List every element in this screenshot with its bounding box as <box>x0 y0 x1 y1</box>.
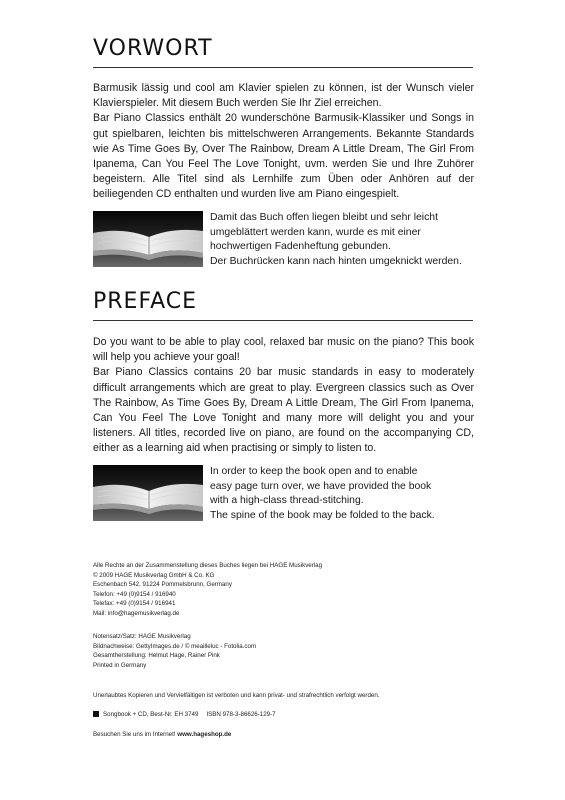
copy-warning-text: Unerlaubtes Kopieren und Vervielfältigen ist verboten und kann privat- und strafrechtlich verfolgt werden. <box>93 692 380 699</box>
preface-binding-note <box>210 465 480 523</box>
order-number: Songbook + CD, Best-Nr. EH 3749 <box>103 711 199 718</box>
imprint-line: Notensatz/Satz: HAGE Musikverlag <box>93 633 191 640</box>
imprint-line: Mail: info@hagemusikverlag.de <box>93 609 180 617</box>
vorwort-binding-note <box>210 211 480 269</box>
publisher-info <box>93 561 513 619</box>
note-line: umgeblättert werden kann, wurde es mit einer <box>210 226 421 238</box>
imprint-line: Bildnachweise: GettyImages.de / © meailleluc - Fotolia.com <box>93 642 257 650</box>
vorwort-heading: VORWORT <box>93 36 213 61</box>
preface-paragraph: Do you want to be able to play cool, relaxed bar music on the piano? This book will help you achieve your goal! <box>93 336 474 364</box>
vorwort-body <box>93 81 474 203</box>
preface-heading: PREFACE <box>93 289 198 314</box>
note-line: Damit das Buch offen liegen bleibt und sehr leicht <box>210 212 438 223</box>
vorwort-paragraph: Barmusik lässig und cool am Klavier spielen zu können, ist der Wunsch vieler Klavierspieler. Mit diesem Buch werden Sie Ihr Ziel erreichen. <box>93 82 474 110</box>
copy-warning <box>93 691 513 701</box>
vorwort-paragraph: Bar Piano Classics enthält 20 wunderschöne Barmusik-Klassiker und Songs in gut spielbaren, leichten bis mittelschweren Arrangements. Bekannte Standards wie As Time Goes By, Over The Rainbow, Dream A Little Dream, The Girl From Ipanema, Can You Feel The Love Tonight, uvm. werden Sie und Ihre Zuhörer begeistern. Alle Titel sind als Lernhilfe zum Üben oder Anhören auf der beiliegenden CD enthalten und wurden live am Piano eingespielt. <box>93 112 474 201</box>
open-book-photo <box>93 465 203 521</box>
preface-body <box>93 335 474 457</box>
imprint-line: Telefon: +49 (0)9154 / 916940 <box>93 590 176 598</box>
imprint-line: Alle Rechte an der Zusammenstellung dieses Buches liegen bei HAGE Musikverlag <box>93 562 323 569</box>
imprint-line: Telefax: +49 (0)9154 / 916941 <box>93 600 176 608</box>
note-line: easy page turn over, we have provided the book <box>210 480 432 492</box>
order-info <box>93 711 276 718</box>
preface-rule <box>93 320 473 321</box>
visit-text: Besuchen Sie uns im Internet! <box>93 731 176 738</box>
note-line: with a high-class thread-stitching. <box>210 495 364 507</box>
vorwort-rule <box>93 67 473 68</box>
preface-paragraph: Bar Piano Classics contains 20 bar music standards in easy to moderately difficult arrangements which are great to play. Evergreen classics such as Over The Rainbow, As Time Goes By, Dream A Little Dream, The Girl From Ipanema, Can You Feel The Love Tonight and many more will delight you and your listeners. All titles, recorded live on piano, are found on the accompanying CD, either as a learning aid when practising or simply to listen to. <box>93 366 474 455</box>
imprint-line: Printed in Germany <box>93 661 147 669</box>
imprint-line: Gesamtherstellung: Helmut Hage, Rainer Pink <box>93 652 220 660</box>
note-line: hochwertigen Fadenheftung gebunden. <box>210 241 391 253</box>
website-link[interactable]: www.hageshop.de <box>177 731 232 738</box>
isbn: ISBN 978-3-86626-129-7 <box>206 711 276 718</box>
note-line: The spine of the book may be folded to the back. <box>210 509 435 521</box>
note-line: Der Buchrücken kann nach hinten umgeknickt werden. <box>210 255 462 267</box>
imprint-line: © 2009 HAGE Musikverlag GmbH & Co. KG <box>93 571 215 579</box>
website-line <box>93 731 231 738</box>
open-book-photo <box>93 211 203 267</box>
note-line: In order to keep the book open and to enable <box>210 466 418 477</box>
credits-info <box>93 632 513 670</box>
bullet-square-icon <box>93 711 99 717</box>
imprint-line: Eschenbach 542, 91224 Pommelsbrunn, Germany <box>93 581 232 589</box>
